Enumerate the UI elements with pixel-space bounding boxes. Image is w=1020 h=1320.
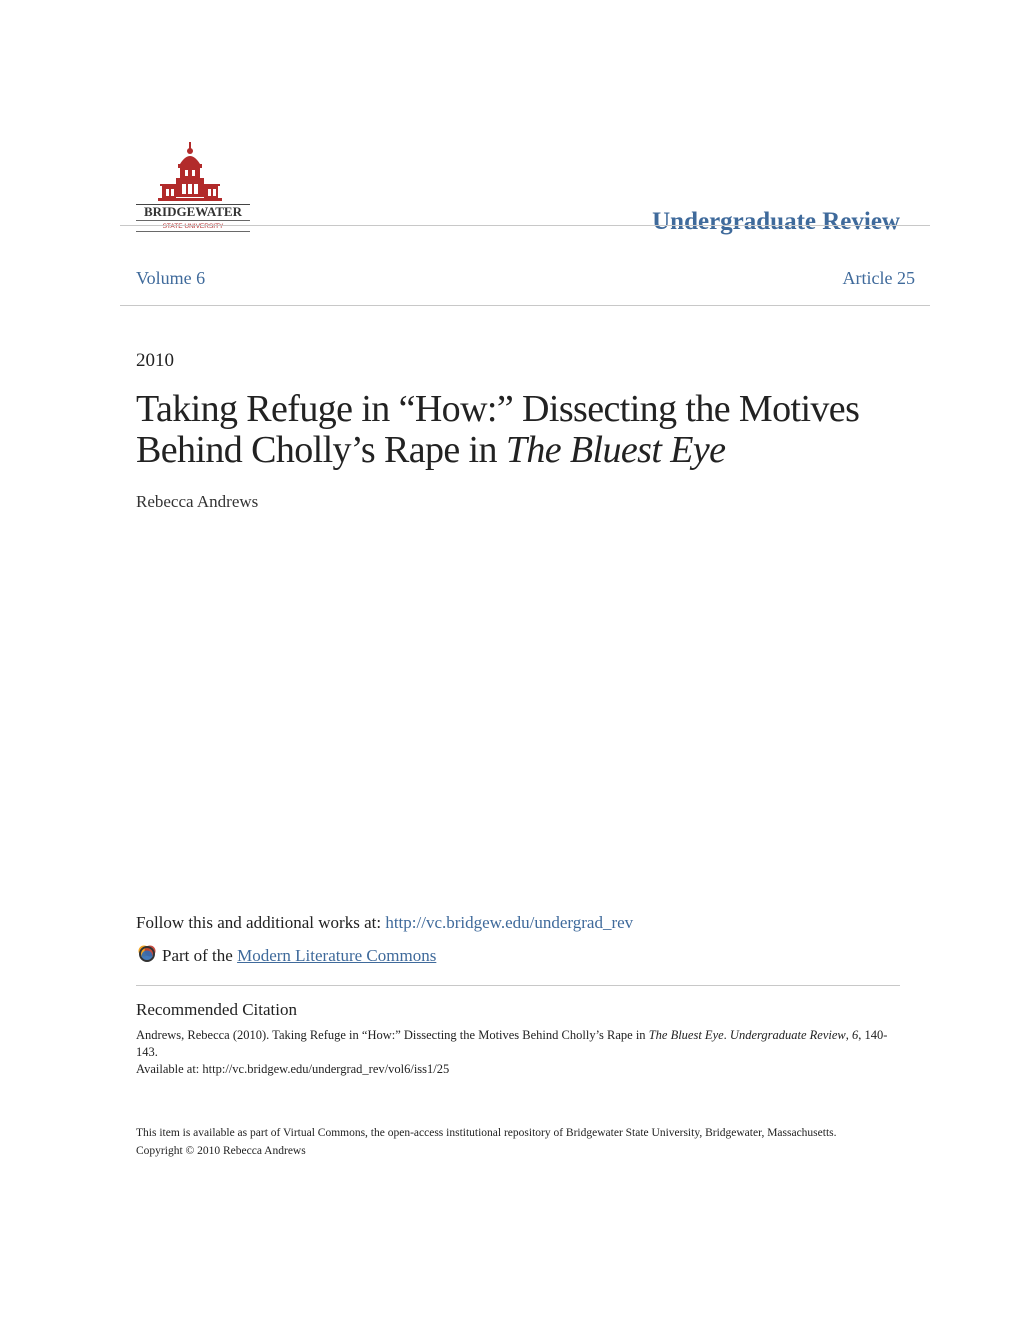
header-divider-bottom [120, 305, 930, 306]
follow-url-link[interactable]: http://vc.bridgew.edu/undergrad_rev [385, 913, 634, 932]
logo-subtitle: STATE UNIVERSITY [162, 223, 224, 230]
header-divider-top [120, 225, 930, 226]
journal-title-link[interactable]: Undergraduate Review [652, 208, 900, 235]
volume-link[interactable]: Volume 6 [136, 268, 206, 288]
article-link[interactable]: Article 25 [842, 268, 915, 288]
citation-part1: Andrews, Rebecca (2010). Taking Refuge in “How:” Dissecting the Motives Behind Cholly’s Rape in [136, 1028, 646, 1042]
author-name: Rebecca Andrews [136, 492, 259, 511]
network-commons-icon [136, 943, 158, 965]
bridgewater-logo [136, 140, 252, 236]
citation-available: Available at: http://vc.bridgew.edu/undergrad_rev/vol6/iss1/25 [136, 1062, 450, 1076]
citation-pages: , 140-143. [136, 1028, 888, 1059]
citation-book-title: The Bluest Eye [648, 1028, 724, 1042]
citation-journal: Undergraduate Review [729, 1028, 846, 1042]
part-of-line [136, 943, 436, 966]
footer-note [136, 1124, 926, 1160]
article-title [136, 389, 926, 471]
recommended-citation-heading: Recommended Citation [136, 1000, 297, 1019]
citation-volume: 6 [852, 1028, 859, 1042]
citation-separator: . [723, 1028, 727, 1042]
article-title-text: Taking Refuge in “How:” Dissecting the Motives Behind Cholly’s Rape in [136, 388, 860, 471]
footer-availability: This item is available as part of Virtual Commons, the open-access institutional repository of Bridgewater State University, Bridgewater, Massachusetts. [136, 1127, 837, 1139]
modern-literature-commons-link[interactable]: Modern Literature Commons [237, 946, 437, 965]
part-of-label: Part of the [162, 946, 233, 965]
tower-icon [136, 140, 252, 236]
follow-label: Follow this and additional works at: [136, 913, 382, 932]
article-title-book: The Bluest Eye [505, 429, 726, 471]
citation-separator: , [845, 1028, 849, 1042]
logo-wordmark: BRIDGEWATER [143, 204, 243, 219]
citation-divider [136, 985, 900, 986]
follow-line [136, 913, 633, 933]
footer-copyright: Copyright © 2010 Rebecca Andrews [136, 1145, 306, 1157]
citation-text [136, 1027, 896, 1078]
publication-year: 2010 [136, 350, 174, 371]
